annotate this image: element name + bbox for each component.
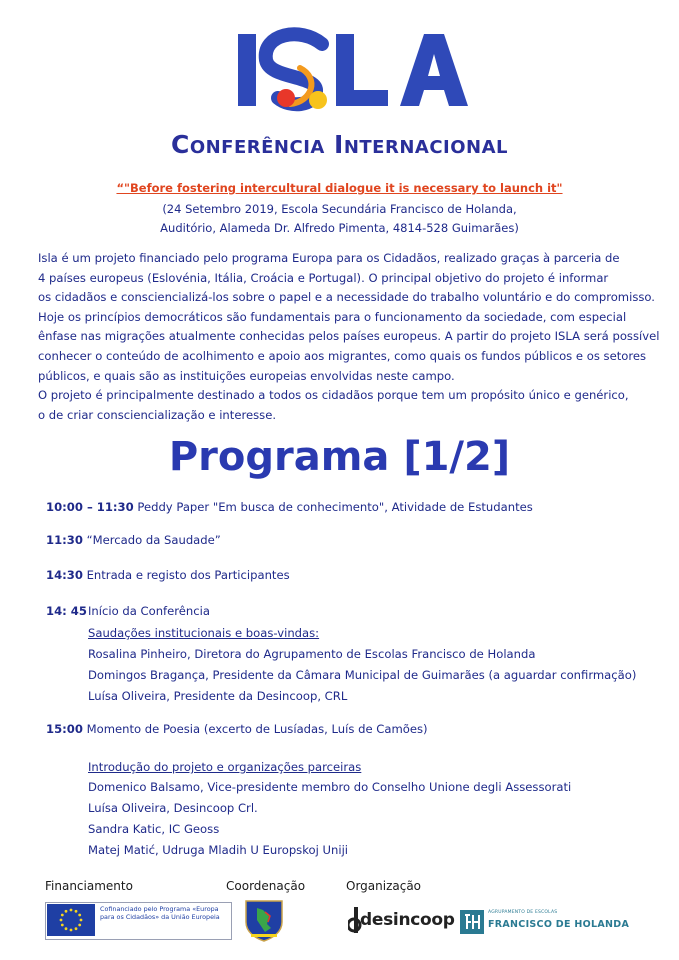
program-item-2 bbox=[46, 533, 221, 547]
program-time: 14:30 bbox=[46, 568, 83, 582]
footer-financiamento-label: Financiamento bbox=[45, 879, 133, 893]
intro-paragraph bbox=[38, 249, 660, 425]
intro-line: ênfase nas migrações atualmente conhecidas pelos países europeus. A partir do projeto ISLA será possível bbox=[38, 329, 660, 344]
program-time: 14: 45 bbox=[46, 604, 87, 618]
intro-line: os cidadãos e consciencializá-los sobre o papel e a necessidade do trabalho voluntário e do compromisso. bbox=[38, 290, 655, 305]
coordination-logo-icon bbox=[243, 898, 285, 942]
conference-quote bbox=[0, 181, 679, 195]
date-line-1: (24 Setembro 2019, Escola Secundária Francisco de Holanda, bbox=[162, 202, 517, 216]
program-text: Momento de Poesia (excerto de Lusíadas, Luís de Camões) bbox=[82, 722, 428, 736]
intro-line: públicos, e quais são as instituições europeias envolvidas neste campo. bbox=[38, 368, 455, 383]
intro-line: conhecer o conteúdo de acolhimento e apoio aos migrantes, como quais os fundos públicos e os setores bbox=[38, 348, 647, 363]
intro-line: Isla é um projeto financiado pelo programa Europa para os Cidadãos, realizado graças à parceria de bbox=[38, 251, 620, 265]
intro-line: o de criar consciencialização e interesse. bbox=[38, 407, 277, 422]
program-item-3 bbox=[46, 568, 290, 582]
intro-line: O projeto é principalmente destinado a todos os cidadãos porque tem um propósito único e genérico, bbox=[38, 388, 629, 403]
program-time: 10:00 – 11:30 bbox=[46, 500, 134, 514]
program-sub-item: Luísa Oliveira, Desincoop Crl. bbox=[88, 801, 258, 815]
program-time: 15:00 bbox=[46, 722, 83, 736]
francisco-holanda-subtitle: AGRUPAMENTO DE ESCOLAS bbox=[488, 910, 558, 915]
program-sub-item: Domenico Balsamo, Vice-presidente membro do Conselho Unione degli Assessorati bbox=[88, 780, 572, 794]
programa-title: Programa [1/2] bbox=[168, 434, 511, 480]
program-item-1 bbox=[46, 500, 533, 514]
program-subheading: Saudações institucionais e boas-vindas: bbox=[88, 626, 320, 640]
francisco-holanda-name: FRANCISCO DE HOLANDA bbox=[488, 919, 630, 930]
logo-dot-red bbox=[277, 89, 295, 107]
intro-line: 4 países europeus (Eslovénia, Itália, Croácia e Portugal). O principal objetivo do projeto é informar bbox=[38, 270, 609, 285]
program-sub-item: Domingos Bragança, Presidente da Câmara Municipal de Guimarães (a aguardar confirmação) bbox=[88, 668, 637, 682]
program-text: “Mercado da Saudade” bbox=[82, 533, 221, 547]
program-time: 11:30 bbox=[46, 533, 83, 547]
program-sub-item: Luísa Oliveira, Presidente da Desincoop, CRL bbox=[88, 689, 348, 703]
date-line-2: Auditório, Alameda Dr. Alfredo Pimenta, 4814-528 Guimarães) bbox=[160, 221, 519, 235]
program-subheading: Introdução do projeto e organizações parceiras bbox=[88, 760, 362, 774]
logo-letter-l bbox=[336, 34, 388, 106]
francisco-holanda-logo-icon bbox=[460, 910, 484, 934]
footer-coordenacao-label: Coordenação bbox=[226, 879, 306, 893]
logo-letter-i bbox=[238, 34, 256, 106]
eu-flag-icon bbox=[47, 904, 95, 936]
isla-logo bbox=[0, 22, 679, 112]
intro-line: Hoje os princípios democráticos são fundamentais para o funcionamento da sociedade, com especial bbox=[38, 309, 627, 324]
program-sub-item: Rosalina Pinheiro, Diretora do Agrupamento de Escolas Francisco de Holanda bbox=[88, 647, 536, 661]
conference-title: Conferência Internacional bbox=[170, 130, 509, 159]
program-item-5 bbox=[46, 722, 428, 736]
logo-letter-a bbox=[400, 34, 468, 106]
program-text: Peddy Paper "Em busca de conhecimento", Atividade de Estudantes bbox=[133, 500, 533, 514]
program-item-4 bbox=[46, 604, 87, 618]
program-item-4-text: Início da Conferência bbox=[88, 604, 210, 618]
footer-organizacao-label: Organização bbox=[346, 879, 422, 893]
quote-text: “"Before fostering intercultural dialogue it is necessary to launch it" bbox=[116, 181, 563, 195]
program-text: Entrada e registo dos Participantes bbox=[82, 568, 290, 582]
program-sub-item: Sandra Katic, IC Geoss bbox=[88, 822, 220, 836]
eu-funding-text: Cofinanciado pelo Programa «Europa para os Cidadãos» da União Europeia bbox=[100, 905, 220, 921]
logo-dot-yellow bbox=[309, 91, 327, 109]
desincoop-logo-text: desincoop bbox=[360, 910, 455, 930]
program-sub-item: Matej Matić, Udruga Mladih U Europskoj Uniji bbox=[88, 843, 349, 857]
